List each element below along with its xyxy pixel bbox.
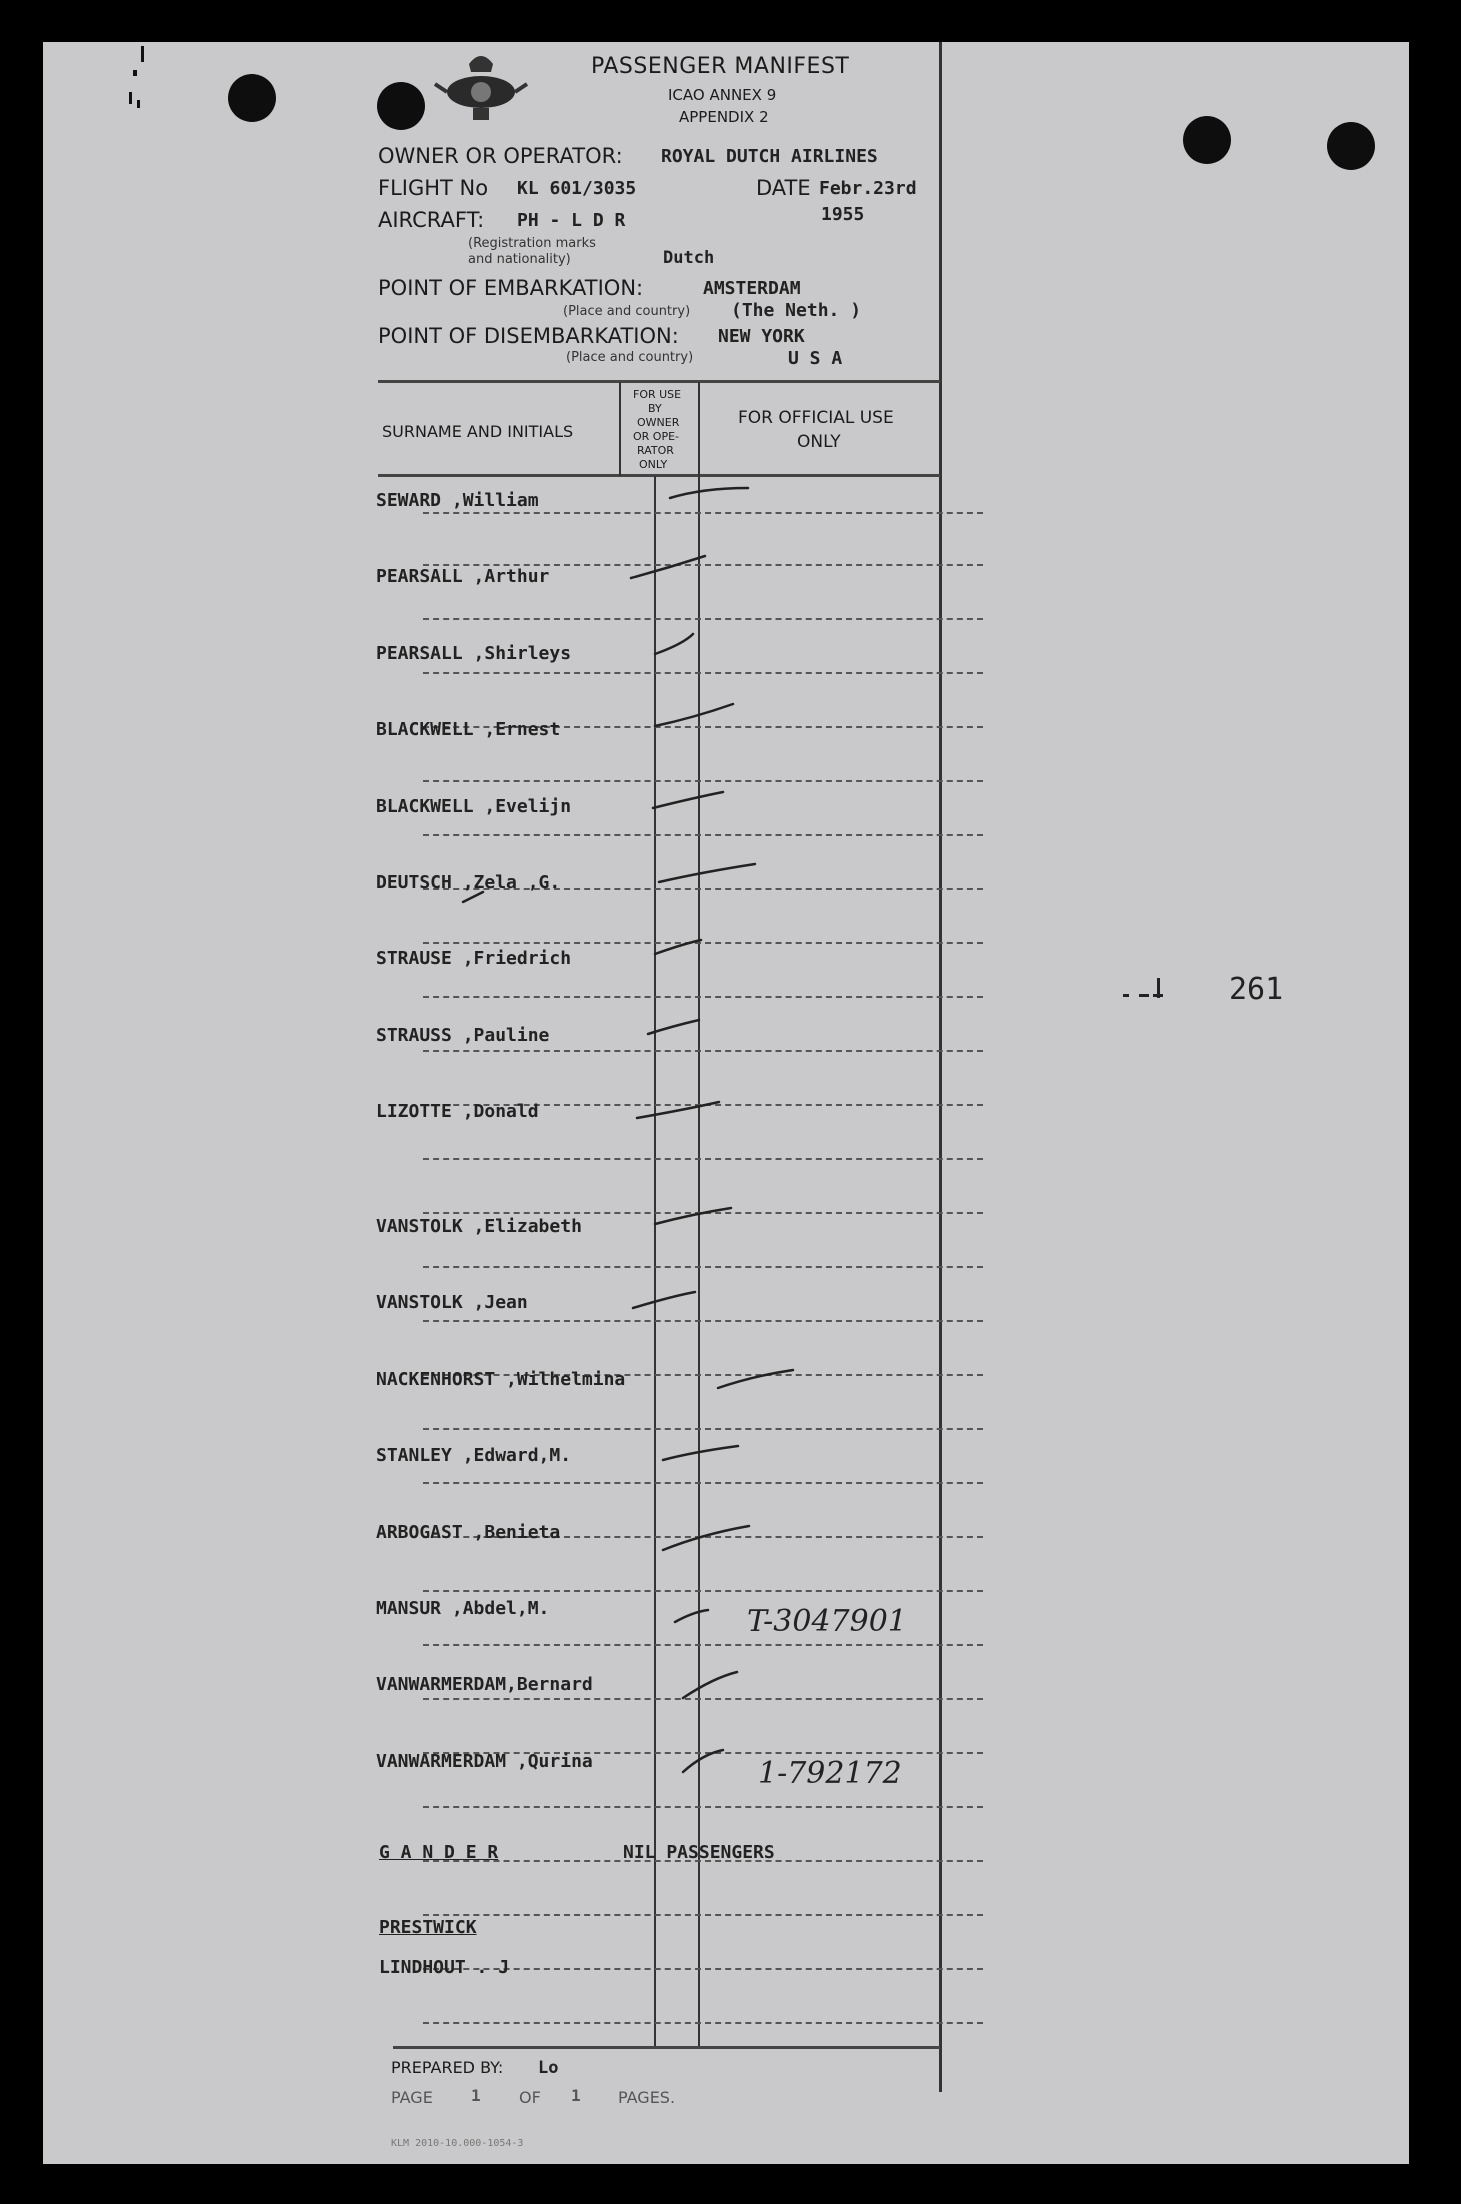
registration-note-2: and nationality)	[468, 252, 571, 267]
col-owner-header-5: RATOR	[637, 444, 674, 457]
owner-label: OWNER OR OPERATOR:	[378, 144, 623, 168]
manifest-title: PASSENGER MANIFEST	[591, 54, 850, 79]
date-label: DATE	[756, 176, 811, 200]
col-surname-header: SURNAME AND INITIALS	[382, 422, 574, 441]
passenger-name: VANSTOLK ,Jean	[376, 1292, 528, 1313]
passenger-name: VANSTOLK ,Elizabeth	[376, 1216, 582, 1237]
appendix-label: APPENDIX 2	[679, 108, 769, 126]
embarkation-country: (The Neth. )	[731, 300, 862, 321]
pages-label: PAGES.	[618, 2088, 676, 2107]
manifest-page	[43, 42, 1409, 2164]
gander-note: NIL PASSENGERS	[623, 1842, 775, 1863]
col-official-header-2: ONLY	[797, 432, 841, 452]
margin-specks	[123, 42, 153, 122]
passenger-name: STRAUSE ,Friedrich	[376, 948, 572, 969]
passenger-name: DEUTSCH ,Zela ,G.	[376, 872, 561, 893]
registration-note-1: (Registration marks	[468, 236, 596, 251]
disembarkation-value: NEW YORK	[718, 326, 805, 347]
col-owner-header-6: ONLY	[639, 458, 668, 471]
form-code: KLM 2010-10.000-1054-3	[391, 2138, 524, 2149]
passenger-name: PEARSALL ,Arthur	[376, 566, 550, 587]
embarkation-label: POINT OF EMBARKATION:	[378, 276, 644, 300]
passenger-name: BLACKWELL ,Ernest	[376, 719, 561, 740]
disembarkation-note: (Place and country)	[566, 350, 694, 365]
passenger-name: VANWARMERDAM,Bernard	[376, 1674, 593, 1695]
prepared-by-value: Lo	[538, 2058, 559, 2078]
col-owner-header-1: FOR USE	[633, 388, 682, 401]
passenger-name: STANLEY ,Edward,M.	[376, 1445, 572, 1466]
passenger-name: LIZOTTE ,Donald	[376, 1101, 539, 1122]
passenger-name: SEWARD ,William	[376, 490, 539, 511]
col-official-header-1: FOR OFFICIAL USE	[738, 408, 894, 428]
stamp-marks	[1119, 970, 1189, 1010]
col-owner-header-2: BY	[648, 402, 662, 415]
nationality-value: Dutch	[663, 248, 715, 268]
col-owner-header-3: OWNER	[637, 416, 680, 429]
passenger-name: STRAUSS ,Pauline	[376, 1025, 550, 1046]
owner-value: ROYAL DUTCH AIRLINES	[661, 146, 878, 167]
gander-label: G A N D E R	[379, 1842, 499, 1863]
passenger-name: ARBOGAST ,Benieta	[376, 1522, 561, 1543]
date-year: 1955	[821, 204, 865, 225]
official-note-qurina: 1-792172	[758, 1756, 902, 1791]
flight-label: FLIGHT No	[378, 176, 489, 200]
of-label: OF	[519, 2088, 541, 2107]
embarkation-value: AMSTERDAM	[703, 278, 801, 299]
embarkation-note: (Place and country)	[563, 304, 691, 319]
passenger-name: VANWARMERDAM ,Qurina	[376, 1751, 593, 1772]
page-label: PAGE	[391, 2088, 433, 2107]
of-number: 1	[571, 2086, 581, 2105]
prestwick-passenger: LINDHOUT . J	[379, 1957, 510, 1978]
disembarkation-country: U S A	[788, 348, 843, 369]
disembarkation-label: POINT OF DISEMBARKATION:	[378, 324, 679, 348]
side-stamp-number: 261	[1229, 972, 1284, 1007]
aircraft-label: AIRCRAFT:	[378, 208, 485, 232]
prestwick-label: PRESTWICK	[379, 1917, 477, 1938]
date-value: Febr.23rd	[819, 178, 917, 199]
passenger-name: BLACKWELL ,Evelijn	[376, 796, 572, 817]
official-note-mansur: T-3047901	[747, 1604, 907, 1639]
page-number: 1	[471, 2086, 481, 2105]
col-owner-header-4: OR OPE-	[633, 430, 680, 443]
prepared-by-label: PREPARED BY:	[391, 2058, 504, 2077]
passenger-name: PEARSALL ,Shirleys	[376, 643, 572, 664]
passenger-name: NACKENHORST ,Wilhelmina	[376, 1369, 626, 1390]
flight-value: KL 601/3035	[517, 178, 637, 199]
aircraft-value: PH - L D R	[517, 210, 626, 231]
icao-annex-label: ICAO ANNEX 9	[668, 86, 777, 104]
passenger-name: MANSUR ,Abdel,M.	[376, 1598, 550, 1619]
